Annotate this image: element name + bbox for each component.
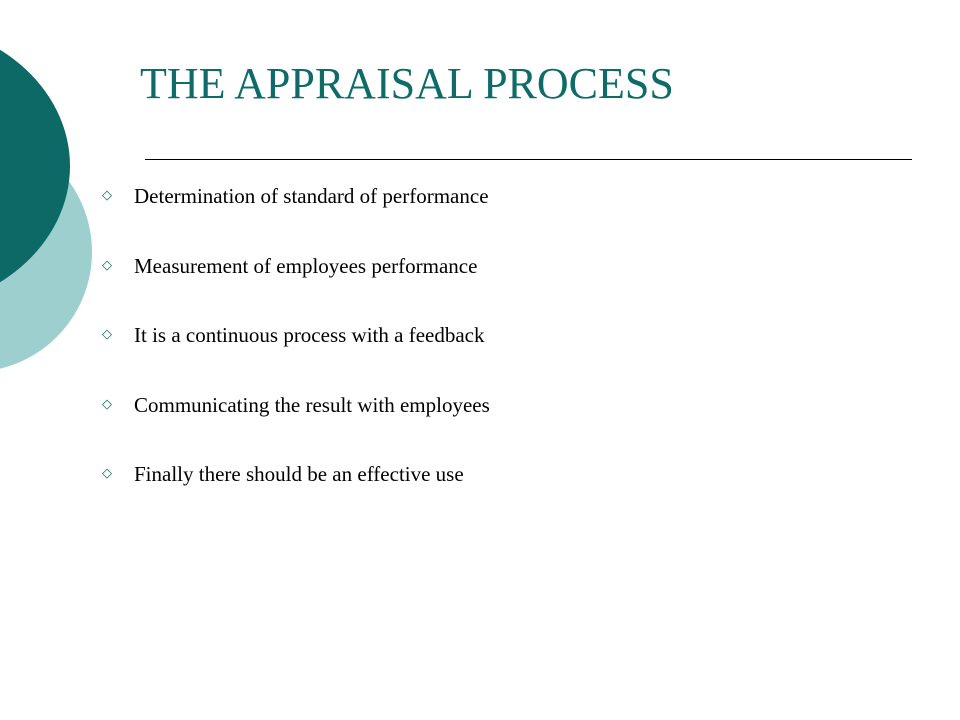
bullet-item <box>100 251 880 281</box>
diamond-outline-icon: ◇ <box>102 466 112 481</box>
diamond-outline-icon: ◇ <box>102 188 112 203</box>
title-underline <box>145 159 912 160</box>
bullet-text: Measurement of employees performance <box>134 253 478 278</box>
bullet-text: Finally there should be an effective use <box>134 461 464 486</box>
slide-title: THE APPRAISAL PROCESS <box>140 59 674 108</box>
diamond-outline-icon: ◇ <box>102 397 112 412</box>
bullet-item <box>100 181 880 211</box>
bullet-item <box>100 320 880 350</box>
diamond-outline-icon: ◇ <box>102 327 112 342</box>
bullet-item <box>100 459 880 489</box>
bullet-item <box>100 390 880 420</box>
bullet-text: Determination of standard of performance <box>134 183 489 208</box>
diamond-outline-icon: ◇ <box>102 258 112 273</box>
bullet-text: It is a continuous process with a feedback <box>134 322 485 347</box>
bullet-text: Communicating the result with employees <box>134 392 490 417</box>
